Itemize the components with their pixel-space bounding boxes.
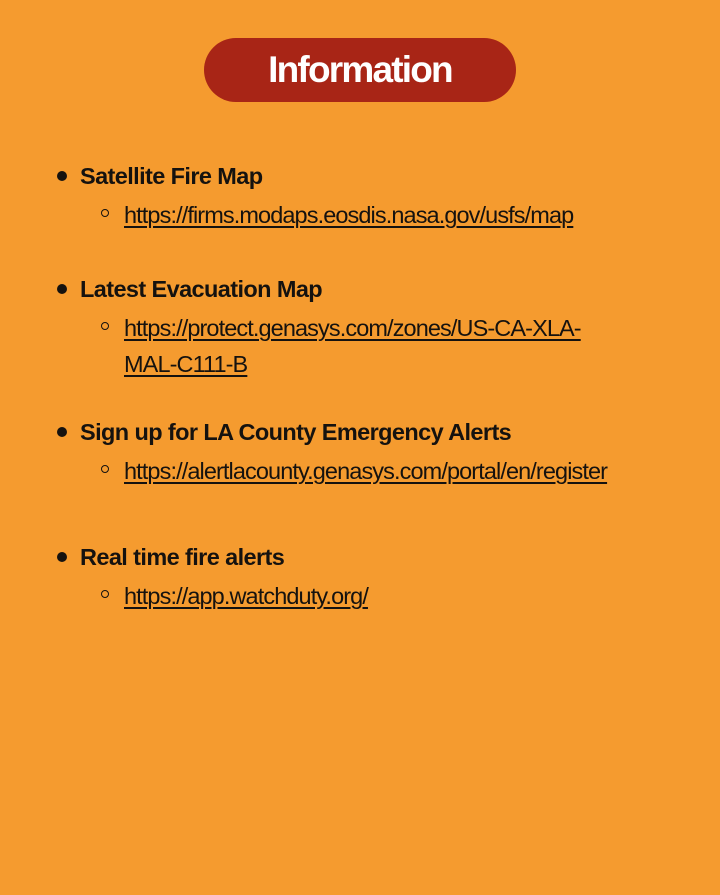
evacuation-map-link-line-1: https://protect.genasys.com/zones/US-CA-XLA-	[124, 315, 581, 341]
section-heading: Real time fire alerts	[80, 544, 285, 570]
hollow-circle-bullet-icon	[101, 465, 109, 473]
title-banner	[204, 38, 516, 102]
bullet-dot-icon	[57, 284, 67, 294]
satellite-fire-map-link[interactable]: https://firms.modaps.eosdis.nasa.gov/usfs/map	[124, 202, 574, 228]
bullet-dot-icon	[57, 171, 67, 181]
hollow-circle-bullet-icon	[101, 590, 109, 598]
evacuation-map-link-line-2: MAL-C111-B	[124, 351, 248, 377]
hollow-circle-bullet-icon	[101, 209, 109, 217]
section-heading: Latest Evacuation Map	[80, 276, 323, 302]
page-title: Information	[268, 49, 452, 90]
section-heading: Sign up for LA County Emergency Alerts	[80, 419, 512, 445]
evacuation-map-link[interactable]	[124, 310, 664, 382]
watch-duty-link[interactable]: https://app.watchduty.org/	[124, 583, 368, 609]
bullet-dot-icon	[57, 427, 67, 437]
section-heading: Satellite Fire Map	[80, 163, 263, 189]
hollow-circle-bullet-icon	[101, 322, 109, 330]
bullet-dot-icon	[57, 552, 67, 562]
emergency-alerts-signup-link[interactable]: https://alertlacounty.genasys.com/portal/en/register	[124, 458, 608, 484]
